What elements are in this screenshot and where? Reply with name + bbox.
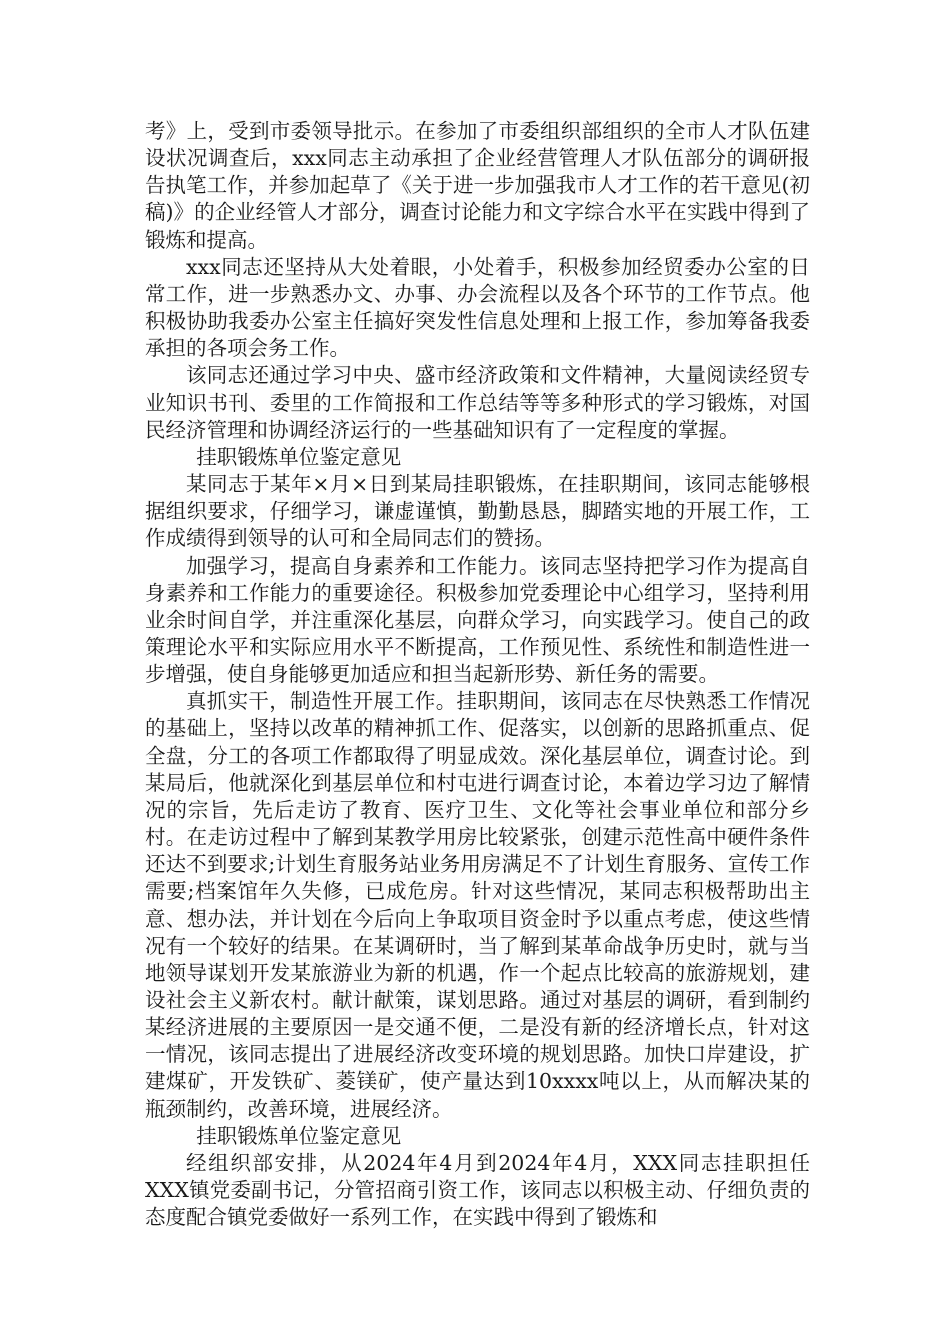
paragraph-3: 该同志还通过学习中央、盛市经济政策和文件精神，大量阅读经贸专业知识书刊、委里的工作简报和工作总结等等多种形式的学习锻炼，对国民经济管理和协调经济运行的一些基础知识有了一定程度的掌握。 bbox=[145, 363, 810, 442]
section-heading-2: 挂职锻炼单位鉴定意见 bbox=[196, 1123, 402, 1148]
paragraph-4: 某同志于某年×月×日到某局挂职锻炼，在挂职期间，该同志能够根据组织要求，仔细学习，谦虚谨慎，勤勤恳恳，脚踏实地的开展工作，工作成绩得到领导的认可和全局同志们的赞扬。 bbox=[145, 472, 810, 551]
paragraph-1: 考》上，受到市委领导批示。在参加了市委组织部组织的全市人才队伍建设状况调查后，xxx同志主动承担了企业经营管理人才队伍部分的调研报告执笔工作，并参加起草了《关于进一步加强我市人才工作的若干意见(初稿)》的企业经管人才部分，调查讨论能力和文字综合水平在实践中得到了锻炼和提高。 bbox=[145, 119, 810, 252]
document-body bbox=[145, 118, 810, 1231]
paragraph-5: 加强学习，提高自身素养和工作能力。该同志坚持把学习作为提高自身素养和工作能力的重要途径。积极参加党委理论中心组学习，坚持利用业余时间自学，并注重深化基层，向群众学习，向实践学习。使自己的政策理论水平和实际应用水平不断提高，工作预见性、系统性和制造性进一步增强，使自身能够更加适应和担当起新形势、新任务的需要。 bbox=[145, 553, 810, 687]
paragraph-7: 经组织部安排，从2024年4月到2024年4月，XXX同志挂职担任XXX镇党委副书记，分管招商引资工作，该同志以积极主动、仔细负责的态度配合镇党委做好一系列工作，在实践中得到了锻炼和 bbox=[145, 1150, 810, 1230]
section-heading-1: 挂职锻炼单位鉴定意见 bbox=[196, 444, 402, 469]
paragraph-6: 真抓实干，制造性开展工作。挂职期间，该同志在尽快熟悉工作情况的基础上，坚持以改革的精神抓工作、促落实，以创新的思路抓重点、促全盘，分工的各项工作都取得了明显成效。深化基层单位，调查讨论。到某局后，他就深化到基层单位和村屯进行调查讨论，本着边学习边了解情况的宗旨，先后走访了教育、医疗卫生、文化等社会事业单位和部分乡村。在走访过程中了解到某教学用房比较紧张，创建示范性高中硬件条件还达不到要求;计划生育服务站业务用房满足不了计划生育服务、宣传工作需要;档案馆年久失修，已成危房。针对这些情况，某同志积极帮助出主意、想办法，并计划在今后向上争取项目资金时予以重点考虑，使这些情况有一个较好的结果。在某调研时，当了解到某革命战争历史时，就与当地领导谋划开发某旅游业为新的机遇，作一个起点比较高的旅游规划，建设社会主义新农村。献计献策，谋划思路。通过对基层的调研，看到制约某经济进展的主要原因一是交通不便，二是没有新的经济增长点，针对这一情况，该同志提出了进展经济改变环境的规划思路。加快口岸建设，扩建煤矿，开发铁矿、菱镁矿，使产量达到10xxxx吨以上，从而解决某的瓶颈制约，改善环境，进展经济。 bbox=[145, 689, 810, 1121]
paragraph-2: xxx同志还坚持从大处着眼，小处着手，积极参加经贸委办公室的日常工作，进一步熟悉办文、办事、办会流程以及各个环节的工作节点。他积极协助我委办公室主任搞好突发性信息处理和上报工作，参加筹备我委承担的各项会务工作。 bbox=[145, 254, 810, 361]
